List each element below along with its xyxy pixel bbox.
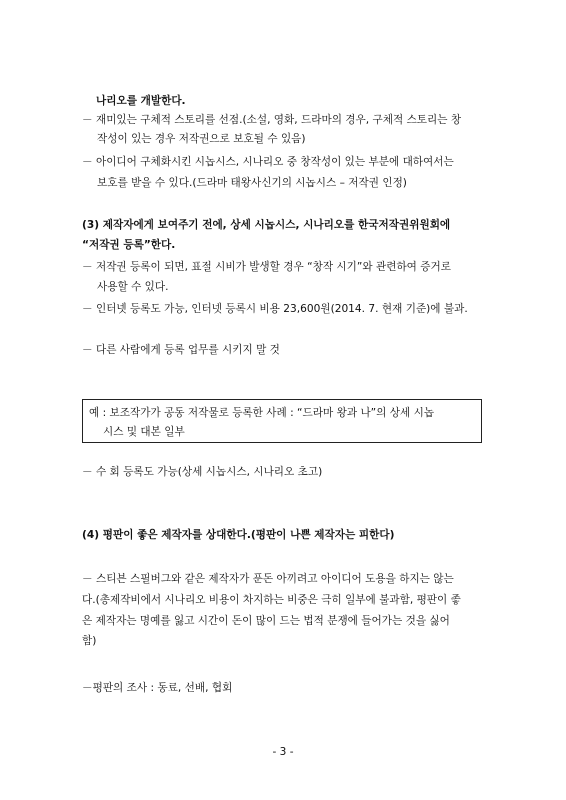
example-box-line: 시스 및 대본 일부: [103, 426, 185, 438]
bullet-line: － 저작권 등록이 되면, 표절 시비가 발생할 경우 “창작 시기”와 관련하여 증거로: [82, 261, 451, 273]
bullet-line: － 인터넷 등록도 가능, 인터넷 등록시 비용 23,600원(2014. 7. 현재 기준)에 불과.: [82, 303, 468, 315]
section-heading-3-continuation: “저작권 등록”한다.: [82, 239, 176, 251]
bullet-continuation: 사용할 수 있다.: [97, 281, 169, 293]
paragraph-line: － 스티븐 스필버그와 같은 제작자가 푼돈 아끼려고 아이디어 도용을 하지는 않는: [82, 573, 454, 585]
paragraph-line: 다.(총제작비에서 시나리오 비용이 차지하는 비중은 극히 일부에 불과함, 평판이 좋: [82, 594, 461, 606]
bullet-line: － 다른 사람에게 등록 업무를 시키지 말 것: [82, 344, 280, 356]
paragraph-line: 함): [82, 635, 97, 647]
bullet-continuation: 작성이 있는 경우 저작권으로 보호될 수 있음): [97, 133, 306, 145]
paragraph-line: 은 제작자는 명예를 잃고 시간이 돈이 많이 드는 법적 분쟁에 들어가는 것을 싫어: [82, 615, 450, 627]
section-heading-4: (4) 평판이 좋은 제작자를 상대한다.(평판이 나쁜 제작자는 피한다): [82, 529, 395, 541]
bullet-line: － 재미있는 구체적 스토리를 선점.(소설, 영화, 드라마의 경우, 구체적 스토리는 창: [82, 114, 462, 126]
bullet-line: － 아이디어 구체화시킨 시놉시스, 시나리오 중 창작성이 있는 부분에 대하여서는: [82, 156, 454, 168]
example-box: [82, 399, 482, 443]
bullet-line: －평판의 조사 : 동료, 선배, 협회: [82, 682, 233, 694]
page-number: - 3 -: [272, 746, 294, 758]
section-heading-3: (3) 제작자에게 보여주기 전에, 상세 시놉시스, 시나리오를 한국저작권위원회에: [82, 219, 451, 231]
example-box-line: 예 : 보조작가가 공동 저작물로 등록한 사례 : “드라마 왕과 나”의 상세 시놉: [89, 407, 435, 419]
continued-heading-line: 나리오를 개발한다.: [96, 95, 186, 107]
bullet-line: － 수 회 등록도 가능(상세 시놉시스, 시나리오 초고): [82, 466, 323, 478]
bullet-continuation: 보호를 받을 수 있다.(드라마 태왕사신기의 시놉시스 – 저작권 인정): [97, 177, 407, 189]
